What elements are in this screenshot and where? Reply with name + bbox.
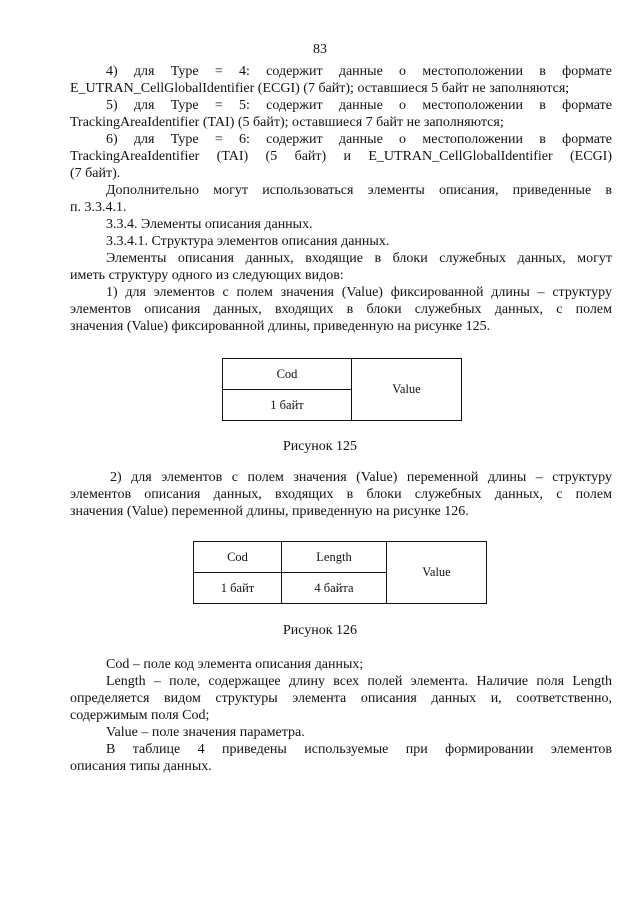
- list-item-fixed-length: 1) для элементов с полем значения (Value) фиксированной длины – структуру: [106, 285, 612, 300]
- figure-125-diagram: [222, 358, 462, 421]
- paragraph-additional: Дополнительно могут использоваться элементы описания, приведенные в: [106, 183, 612, 198]
- figure-126-diagram: [193, 541, 487, 604]
- list-item-type-4: 4) для Type = 4: содержит данные о местоположении в формате: [106, 64, 612, 79]
- page-number: 83: [313, 42, 327, 57]
- section-heading-3-3-4-1: 3.3.4.1. Структура элементов описания данных.: [106, 234, 390, 249]
- text-line: элементов описания данных, входящих в блоки служебных данных, с полем: [70, 302, 612, 317]
- cell-cod: Cod: [194, 542, 282, 573]
- definition-length: Length – поле, содержащее длину всех полей элемента. Наличие поля Length: [106, 674, 612, 689]
- list-item-type-5: 5) для Type = 5: содержит данные о местоположении в формате: [106, 98, 612, 113]
- cell-value: Value: [387, 542, 487, 604]
- text-line: значения (Value) переменной длины, приведенную на рисунке 126.: [70, 504, 469, 519]
- text-line: определяется видом структуры элемента описания данных и, соответственно,: [70, 691, 612, 706]
- text-line: значения (Value) фиксированной длины, приведенную на рисунке 125.: [70, 319, 491, 334]
- text-line: иметь структуру одного из следующих видов:: [70, 268, 344, 283]
- cell-length: Length: [282, 542, 387, 573]
- definition-cod: Cod – поле код элемента описания данных;: [106, 657, 364, 672]
- section-heading-3-3-4: 3.3.4. Элементы описания данных.: [106, 217, 313, 232]
- figure-126-caption: Рисунок 126: [282, 623, 358, 638]
- cell-length-size: 4 байта: [282, 573, 387, 604]
- list-item-type-6: 6) для Type = 6: содержит данные о местоположении в формате: [106, 132, 612, 147]
- text-block-2: [70, 469, 612, 520]
- figure-125-caption: Рисунок 125: [282, 439, 358, 454]
- text-line: описания типы данных.: [70, 759, 212, 774]
- cell-cod-size: 1 байт: [223, 390, 352, 421]
- definition-value: Value – поле значения параметра.: [106, 725, 305, 740]
- text-line: E_UTRAN_CellGlobalIdentifier (ECGI) (7 байт); оставшиеся 5 байт не заполняются;: [70, 81, 570, 96]
- cell-value: Value: [352, 359, 462, 421]
- text-line: п. 3.3.4.1.: [70, 200, 127, 215]
- text-block-3: [70, 656, 612, 775]
- cell-cod-size: 1 байт: [194, 573, 282, 604]
- text-block-1: [70, 63, 612, 335]
- text-line: содержимым поля Cod;: [70, 708, 210, 723]
- list-item-variable-length: 2) для элементов с полем значения (Value) переменной длины – структуру: [110, 470, 612, 485]
- paragraph-structure: Элементы описания данных, входящие в блоки служебных данных, могут: [106, 251, 612, 266]
- cell-cod: Cod: [223, 359, 352, 390]
- paragraph-table-4: В таблице 4 приведены используемые при формировании элементов: [106, 742, 612, 757]
- text-line: элементов описания данных, входящих в блоки служебных данных, с полем: [70, 487, 612, 502]
- text-line: TrackingAreaIdentifier (TAI) (5 байт); оставшиеся 7 байт не заполняются;: [70, 115, 504, 130]
- text-line: (7 байт).: [70, 166, 121, 181]
- text-line: TrackingAreaIdentifier (TAI) (5 байт) и E_UTRAN_CellGlobalIdentifier (ECGI): [70, 149, 612, 164]
